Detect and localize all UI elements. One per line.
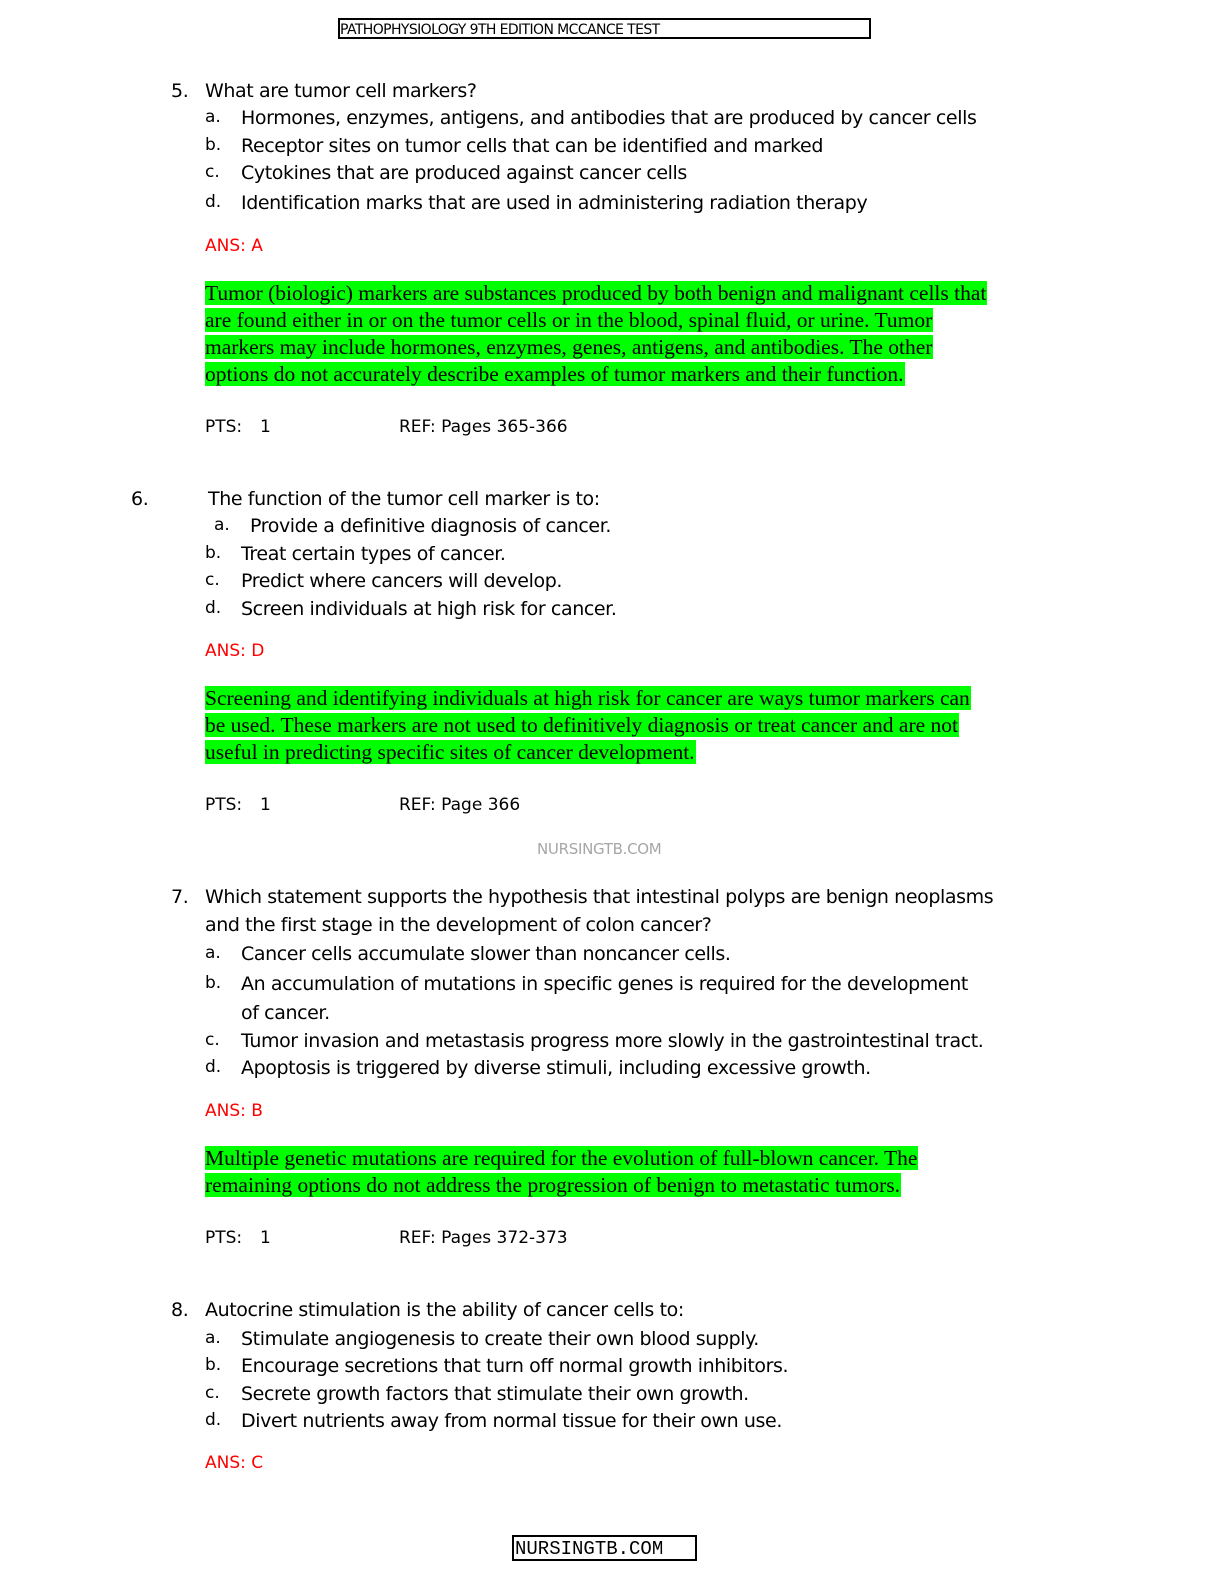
option-letter: b. xyxy=(205,135,222,155)
question-stem: Autocrine stimulation is the ability of cancer cells to: xyxy=(205,1299,684,1321)
option-text: Stimulate angiogenesis to create their own blood supply. xyxy=(241,1328,759,1350)
rationale-line: are found either in or on the tumor cells or in the blood, spinal fluid, or urine. Tumor xyxy=(205,308,933,332)
option-text: Treat certain types of cancer. xyxy=(241,543,506,565)
rationale-highlight xyxy=(205,685,971,766)
rationale-line: remaining options do not address the progression of benign to metastatic tumors. xyxy=(205,1173,901,1197)
answer-key: ANS: B xyxy=(205,1101,263,1121)
option-letter: a. xyxy=(205,1328,221,1348)
option-text: Predict where cancers will develop. xyxy=(241,570,562,592)
rationale-line: useful in predicting specific sites of cancer development. xyxy=(205,740,695,764)
points-label: PTS: xyxy=(205,795,243,815)
option-letter: c. xyxy=(205,162,220,182)
option-text: Tumor invasion and metastasis progress more slowly in the gastrointestinal tract. xyxy=(241,1030,984,1052)
footer-site-name: NURSINGTB.COM xyxy=(515,1538,664,1560)
page-reference: REF: Pages 372-373 xyxy=(399,1228,568,1248)
option-text: Receptor sites on tumor cells that can be identified and marked xyxy=(241,135,823,157)
answer-key: ANS: A xyxy=(205,236,263,256)
page-reference: REF: Pages 365-366 xyxy=(399,417,568,437)
option-text: Identification marks that are used in administering radiation therapy xyxy=(241,192,868,214)
option-letter: d. xyxy=(205,192,222,212)
option-text: Cancer cells accumulate slower than noncancer cells. xyxy=(241,943,731,965)
rationale-line: Tumor (biologic) markers are substances produced by both benign and malignant cells that xyxy=(205,281,987,305)
answer-key: ANS: D xyxy=(205,641,265,661)
question-number: 8. xyxy=(171,1299,189,1321)
question-stem: and the first stage in the development of colon cancer? xyxy=(205,914,712,936)
rationale-highlight xyxy=(205,280,987,388)
option-letter: a. xyxy=(205,943,221,963)
rationale-line: markers may include hormones, enzymes, genes, antigens, and antibodies. The other xyxy=(205,335,933,359)
option-letter: a. xyxy=(205,107,221,127)
option-letter: a. xyxy=(214,515,230,535)
points-label: PTS: xyxy=(205,1228,243,1248)
rationale-highlight xyxy=(205,1145,918,1199)
question-number: 6. xyxy=(131,488,149,510)
option-text: Cytokines that are produced against cancer cells xyxy=(241,162,687,184)
watermark: NURSINGTB.COM xyxy=(537,840,662,858)
option-text: Secrete growth factors that stimulate their own growth. xyxy=(241,1383,749,1405)
option-letter: d. xyxy=(205,1057,222,1077)
points-value: 1 xyxy=(260,795,271,815)
answer-key: ANS: C xyxy=(205,1453,264,1473)
page-header-title: PATHOPHYSIOLOGY 9TH EDITION MCCANCE TEST xyxy=(340,22,660,38)
option-letter: b. xyxy=(205,973,222,993)
points-label: PTS: xyxy=(205,417,243,437)
option-text: Encourage secretions that turn off normal growth inhibitors. xyxy=(241,1355,789,1377)
page-reference: REF: Page 366 xyxy=(399,795,521,815)
option-text: Screen individuals at high risk for cancer. xyxy=(241,598,617,620)
question-number: 5. xyxy=(171,80,189,102)
rationale-line: Screening and identifying individuals at high risk for cancer are ways tumor markers can xyxy=(205,686,970,710)
question-stem: The function of the tumor cell marker is to: xyxy=(208,488,600,510)
points-value: 1 xyxy=(260,1228,271,1248)
question-number: 7. xyxy=(171,886,189,908)
option-text: Apoptosis is triggered by diverse stimuli, including excessive growth. xyxy=(241,1057,871,1079)
question-stem: What are tumor cell markers? xyxy=(205,80,477,102)
rationale-line: be used. These markers are not used to definitively diagnosis or treat cancer and are not xyxy=(205,713,959,737)
option-letter: b. xyxy=(205,543,222,563)
option-text: An accumulation of mutations in specific genes is required for the development xyxy=(241,973,968,995)
rationale-line: Multiple genetic mutations are required for the evolution of full-blown cancer. The xyxy=(205,1146,918,1170)
rationale-line: options do not accurately describe examples of tumor markers and their function. xyxy=(205,362,904,386)
option-letter: d. xyxy=(205,598,222,618)
option-letter: d. xyxy=(205,1410,222,1430)
option-text: of cancer. xyxy=(241,1002,330,1024)
points-value: 1 xyxy=(260,417,271,437)
option-letter: b. xyxy=(205,1355,222,1375)
option-letter: c. xyxy=(205,1383,220,1403)
option-letter: c. xyxy=(205,1030,220,1050)
option-text: Provide a definitive diagnosis of cancer. xyxy=(250,515,612,537)
option-text: Divert nutrients away from normal tissue for their own use. xyxy=(241,1410,782,1432)
option-text: Hormones, enzymes, antigens, and antibodies that are produced by cancer cells xyxy=(241,107,977,129)
question-stem: Which statement supports the hypothesis that intestinal polyps are benign neoplasms xyxy=(205,886,994,908)
option-letter: c. xyxy=(205,570,220,590)
